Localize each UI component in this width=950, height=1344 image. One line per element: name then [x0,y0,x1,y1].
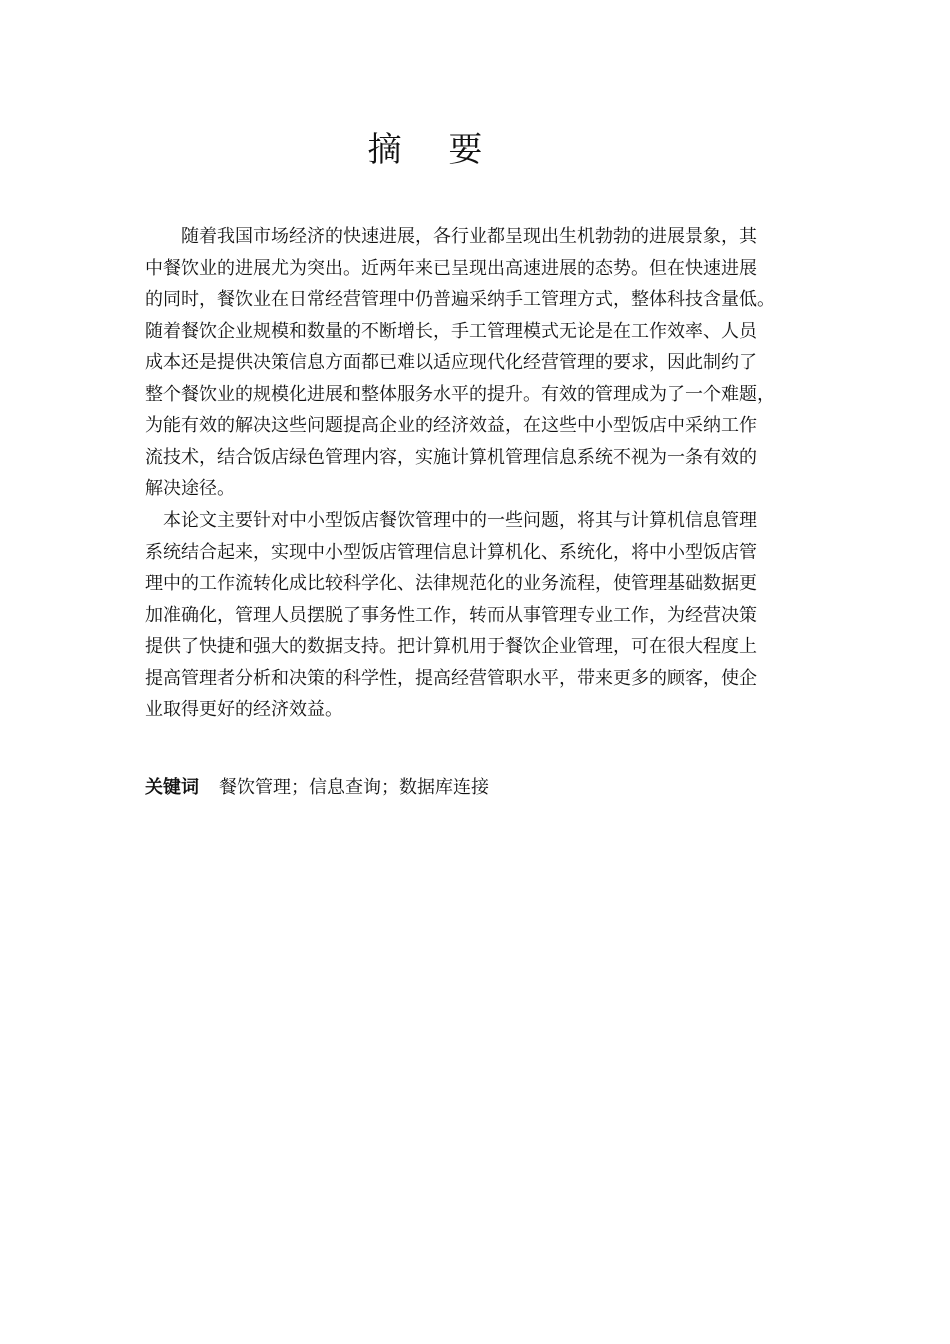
paragraph-line: 提高管理者分析和决策的科学性，提高经营管职水平，带来更多的顾客，使企 [145,667,757,689]
paragraph-line: 成本还是提供决策信息方面都已难以适应现代化经营管理的要求，因此制约了 [145,352,757,373]
keywords-label: 关键词 [145,777,199,798]
paragraph-line: 加准确化，管理人员摆脱了事务性工作，转而从事管理专业工作，为经营决策 [145,604,757,626]
abstract-paragraph-1 [145,221,810,505]
paragraph-line: 中餐饮业的进展尤为突出。近两年来已呈现出高速进展的态势。但在快速进展 [145,257,757,279]
keywords-line [145,772,489,803]
paragraph-line: 系统结合起来，实现中小型饭店管理信息计算机化、系统化，将中小型饭店管 [145,541,757,563]
paragraph-line: 整个餐饮业的规模化进展和整体服务水平的提升。有效的管理成为了一个难题， [145,383,775,405]
page-title: 摘 要 [367,130,501,170]
paragraph-line: 本论文主要针对中小型饭店餐饮管理中的一些问题，将其与计算机信息管理 [163,510,757,531]
abstract-paragraph-2 [145,505,810,726]
paragraph-line: 提供了快捷和强大的数据支持。把计算机用于餐饮企业管理，可在很大程度上 [145,636,757,657]
paragraph-line: 为能有效的解决这些问题提高企业的经济效益，在这些中小型饭店中采纳工作 [145,415,757,436]
paragraph-line: 理中的工作流转化成比较科学化、法律规范化的业务流程，使管理基础数据更 [145,573,757,594]
paragraph-line: 随着我国市场经济的快速进展，各行业都呈现出生机勃勃的进展景象，其 [181,226,757,247]
paragraph-line: 业取得更好的经济效益。 [145,699,343,720]
keywords-value: 餐饮管理；信息查询；数据库连接 [219,777,489,798]
paragraph-line: 的同时，餐饮业在日常经营管理中仍普遍采纳手工管理方式，整体科技含量低。 [145,289,775,310]
paragraph-line: 解决途径。 [145,478,235,499]
paragraph-line: 流技术，结合饭店绿色管理内容，实施计算机管理信息系统不视为一条有效的 [145,446,757,468]
paragraph-line: 随着餐饮企业规模和数量的不断增长，手工管理模式无论是在工作效率、人员 [145,320,757,342]
